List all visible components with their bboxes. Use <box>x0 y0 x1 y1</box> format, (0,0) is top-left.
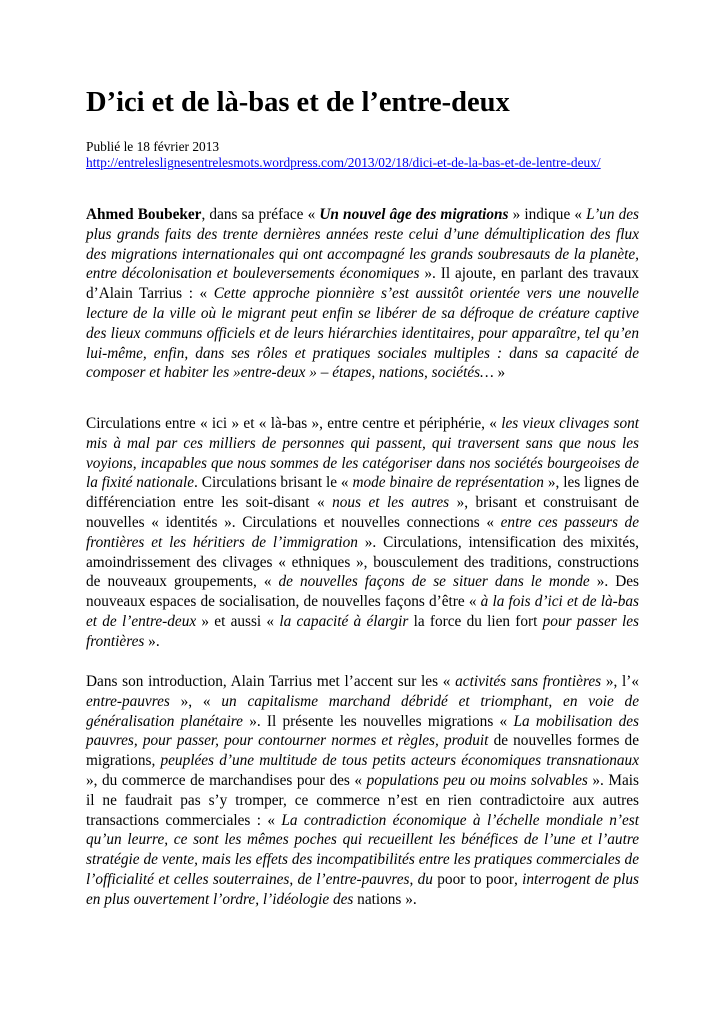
text-run: Circulations entre « ici » et « là-bas », entre centre et périphérie, « <box>86 415 502 432</box>
text-run: », « <box>169 692 222 710</box>
paragraph-3 <box>86 672 639 910</box>
text-run: », les lignes de différenciation entre les soit-disant « <box>86 474 639 512</box>
text-run: nations ». <box>353 890 417 908</box>
text-run: Cette approche pionnière s’est aussitôt orientée vers une nouvelle lecture de la ville où le migrant peut enfin se libérer de sa défroque de créature captive des lieux communs officiels et de leurs hiérarchies identitaires, pour apparaître, tel qu’en lui-même, enfin, dans ses rôles et pratiques sociales multiples : dans sa capacité de composer et habiter les »entre-deux » – étapes, nations, sociétés… <box>86 285 639 382</box>
text-run: L’un des plus grands faits des trente dernières années reste celui d’une démultiplication des flux des migrations internationales qui ont accompagné les grands soubresauts de la planète, entre décolonisation et bouleversements économiques <box>86 206 639 283</box>
text-run: Ahmed Boubeker <box>86 206 202 223</box>
text-run: un capitalisme marchand débridé et triomphant, en voie de généralisation planétaire <box>86 692 639 730</box>
text-run: Un nouvel âge des migrations <box>319 206 509 223</box>
text-run: populations peu ou moins solvables <box>366 771 588 789</box>
text-run: », du commerce de marchandises pour des « <box>86 771 367 789</box>
text-run: », l’« <box>601 673 639 690</box>
text-run: La mobilisation des pauvres, pour passer, pour contourner normes et règles, produit <box>86 712 639 750</box>
article-link[interactable]: http://entreleslignesentrelesmots.wordpress.com/2013/02/18/dici-et-de-la-bas-et-de-lentre-deux/ <box>86 155 601 170</box>
text-run: ». <box>144 632 160 650</box>
text-run: » et aussi « <box>196 612 280 630</box>
text-run: la force du lien fort <box>408 612 543 630</box>
text-run: de nouvelles façons de se situer dans le monde <box>278 573 590 591</box>
publish-date: Publié le 18 février 2013 <box>86 139 220 154</box>
text-run: », brisant et construisant de nouvelles « identités ». Circulations et nouvelles connections « <box>86 494 639 531</box>
text-run: les vieux clivages sont mis à mal par ces milliers de personnes qui passent, qui traversent sans que nous les voyions, incapables que nous sommes de les catégoriser dans nos sociétés bourgeoises de la fixité nationale <box>86 415 639 492</box>
text-run: pour passer les frontières <box>86 612 639 650</box>
text-run: ». Mais il ne faudrait pas s’y tromper, ce commerce n’est en rien contradictoire aux autres transactions commerciales : « <box>86 771 639 829</box>
text-run: , peuplées d’une multitude de tous petits acteurs économiques transnationaux <box>151 752 639 770</box>
text-run: activités sans frontières <box>455 673 602 690</box>
text-run: ». Il ajoute, en parlant des travaux d’Alain Tarrius : « <box>86 265 640 303</box>
text-run: entre-pauvres <box>86 692 170 710</box>
text-run: , interrogent de plus en plus ouvertement l’ordre, l’idéologie des <box>86 870 640 908</box>
text-run: à la fois d’ici et de là-bas et de l’entre-deux <box>86 593 639 630</box>
text-run: » <box>493 364 506 382</box>
text-run: poor to poor <box>432 870 514 888</box>
text-run: entre ces passeurs de frontières et les héritiers de l’immigration <box>86 513 639 551</box>
text-run: ». Circulations, intensification des mixités, amoindrissement des clivages « ethniques », bousculement des traditions, constructions de nouveaux groupements, « <box>86 533 639 591</box>
text-run: » indique « <box>508 206 587 223</box>
article-meta <box>86 139 639 171</box>
paragraph-2 <box>86 414 639 652</box>
text-run: ». Des nouveaux espaces de socialisation, de nouvelles façons d’être « <box>86 573 639 611</box>
text-run: nous et les autres <box>332 494 450 512</box>
text-run: mode binaire de représentation <box>352 474 544 492</box>
text-run: Dans son introduction, Alain Tarrius met l’accent sur les « <box>86 673 456 690</box>
text-run: ». Il présente les nouvelles migrations « <box>242 712 514 730</box>
paragraph-1 <box>86 205 639 383</box>
text-run: de nouvelles formes de migrations <box>86 732 639 770</box>
text-run: , dans sa préface « <box>201 206 320 223</box>
text-run: . Circulations brisant le « <box>194 474 353 492</box>
article-title: D’ici et de là-bas et de l’entre-deux <box>86 87 510 118</box>
text-run: La contradiction économique à l’échelle mondiale n’est qu’un leurre, ce sont les mêmes poches qui recueillent les bénéfices de l’une et l’autre stratégie de vente, mais les effets des incompatibilités entre les pratiques commerciales de l’officialité et celles souterraines, de l’entre-pauvres, du <box>86 811 639 888</box>
text-run: la capacité à élargir <box>279 612 409 630</box>
